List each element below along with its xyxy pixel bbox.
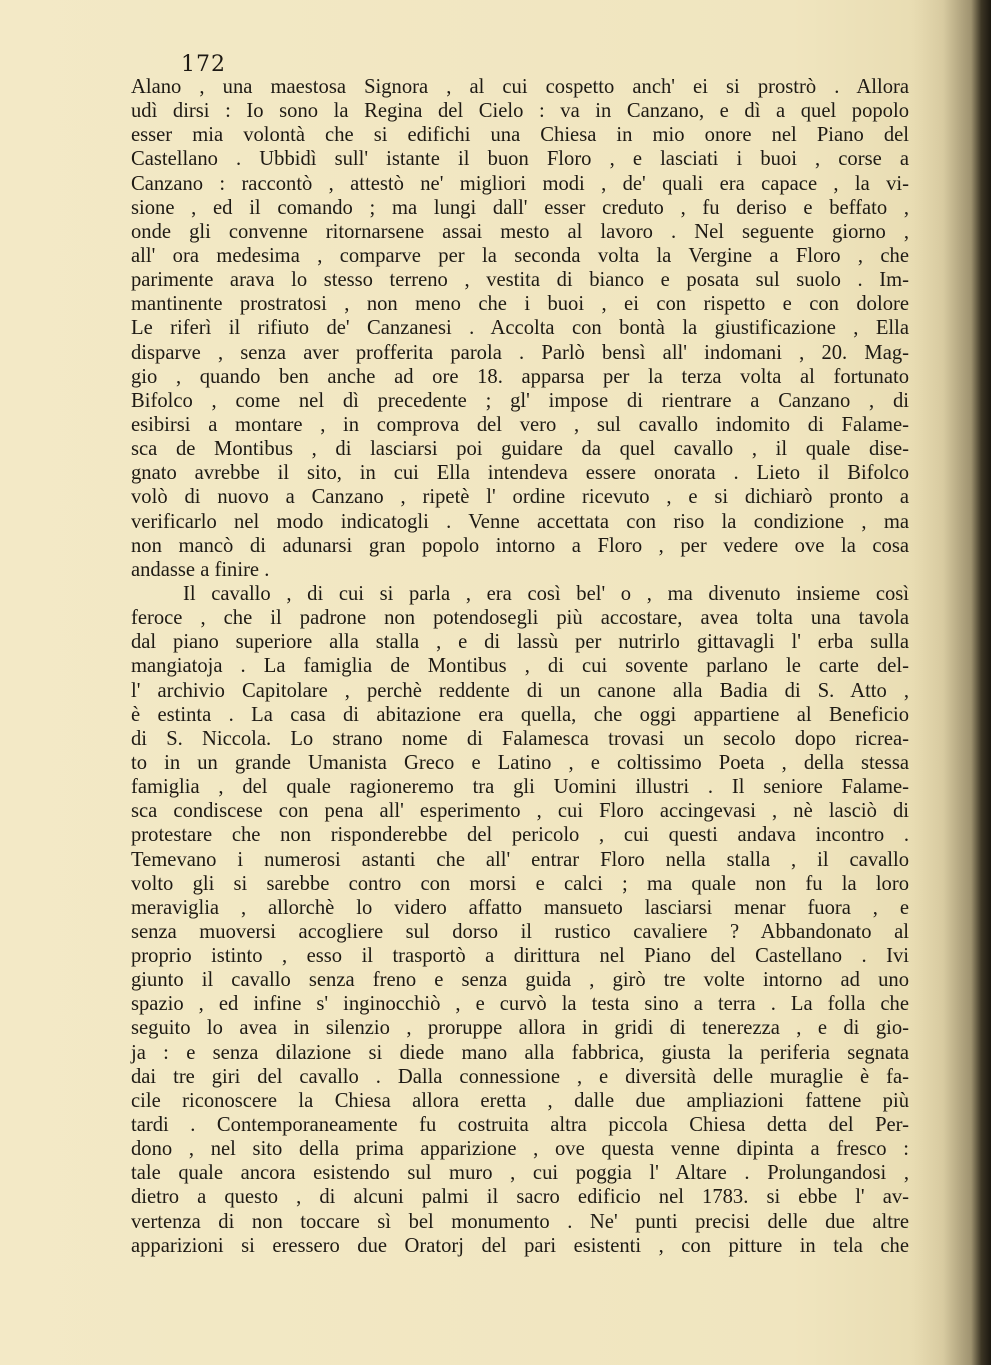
- text-line: verificarlo nel modo indicatogli . Venne accettata con riso la condizione , ma: [131, 510, 909, 533]
- text-line: onde gli convenne ritornarsene assai mesto al lavoro . Nel seguente giorno ,: [131, 220, 909, 243]
- text-line: seguito lo avea in silenzio , proruppe allora in gridi di tenerezza , e di gio-: [131, 1017, 909, 1040]
- text-line: protestare che non risponderebbe del pericolo , cui questi andava incontro .: [131, 824, 909, 847]
- text-line: tardi . Contemporaneamente fu costruita altra piccola Chiesa detta del Per-: [131, 1114, 909, 1137]
- text-line: vertenza di non toccare sì bel monumento . Ne' punti precisi delle due altre: [131, 1210, 909, 1233]
- book-spine-shadow: [911, 0, 991, 1365]
- text-line: volto gli si sarebbe contro con morsi e calci ; ma quale non fu la loro: [131, 872, 909, 895]
- text-line: mangiatoja . La famiglia de Montibus , di cui sovente parlano le carte del-: [131, 655, 909, 678]
- text-line: meraviglia , allorchè lo videro affatto mansueto lasciarsi menar fuora , e: [131, 896, 909, 919]
- text-line: di S. Niccola. Lo strano nome di Falamesca trovasi un secolo dopo ricrea-: [131, 727, 909, 750]
- text-line: esibirsi a montare , in comprova del vero , sul cavallo indomito di Falame-: [131, 413, 909, 436]
- text-line: tale quale ancora esistendo sul muro , cui poggia l' Altare . Prolungandosi ,: [131, 1162, 909, 1185]
- text-line: volò di nuovo a Canzano , ripetè l' ordine ricevuto , e si dichiarò pronto a: [131, 486, 909, 509]
- text-line: Temevano i numerosi astanti che all' entrar Floro nella stalla , il cavallo: [131, 848, 909, 871]
- text-line: andasse a finire .: [131, 558, 270, 581]
- text-line: l' archivio Capitolare , perchè reddente di un canone alla Badia di S. Atto ,: [131, 679, 909, 702]
- text-line: Castellano . Ubbidì sull' istante il buon Floro , e lasciati i buoi , corse a: [131, 148, 909, 171]
- text-line: è estinta . La casa di abitazione era quella, che oggi appartiene al Beneficio: [131, 703, 909, 726]
- text-line: esser mia volontà che si edifichi una Chiesa in mio onore nel Piano del: [131, 124, 909, 147]
- text-line: dietro a questo , di alcuni palmi il sacro edificio nel 1783. si ebbe l' av-: [131, 1186, 909, 1209]
- text-line: disparve , senza aver profferita parola . Parlò bensì all' indomani , 20. Mag-: [131, 341, 909, 364]
- text-line: sca condiscese con pena all' esperimento , cui Floro accingevasi , nè lasciò di: [131, 800, 909, 823]
- text-line: spazio , ed infine s' inginocchiò , e curvò la testa sino a terra . La folla che: [131, 993, 909, 1016]
- text-line: ja : e senza dilazione si diede mano alla fabbrica, giusta la periferia segnata: [131, 1041, 909, 1064]
- text-line: sca de Montibus , di lasciarsi poi guidare da quel cavallo , il quale dise-: [131, 438, 909, 461]
- text-line: non mancò di adunarsi gran popolo intorno a Floro , per vedere ove la cosa: [131, 534, 909, 557]
- text-line: dal piano superiore alla stalla , e di lassù per nutrirlo gittavagli l' erba sulla: [131, 631, 909, 654]
- text-line: sione , ed il comando ; ma lungi dall' esser creduto , fu deriso e beffato ,: [131, 196, 909, 219]
- text-line: feroce , che il padrone non potendosegli più accostare, avea tolta una tavola: [131, 607, 909, 630]
- text-line: gnato avrebbe il sito, in cui Ella intendeva essere onorata . Lieto il Bifolco: [131, 462, 909, 485]
- text-line: gio , quando ben anche ad ore 18. apparsa per la terza volta al fortunato: [131, 365, 909, 388]
- text-line: senza muoversi accogliere sul dorso il rustico cavaliere ? Abbandonato al: [131, 920, 909, 943]
- text-line: mantinente prostratosi , non meno che i buoi , ei con rispetto e con dolore: [131, 293, 909, 316]
- text-line: to in un grande Umanista Greco e Latino , e coltissimo Poeta , della stessa: [131, 751, 909, 774]
- text-line: parimente arava lo stesso terreno , vestita di bianco e posata sul suolo . Im-: [131, 269, 909, 292]
- text-line: famiglia , del quale ragioneremo tra gli Uomini illustri . Il seniore Falame-: [131, 776, 909, 799]
- body-text: [131, 75, 909, 1258]
- text-line: dai tre giri del cavallo . Dalla connessione , e diversità delle muraglie è fa-: [131, 1065, 909, 1088]
- text-line: apparizioni si eressero due Oratorj del pari esistenti , con pitture in tela che: [131, 1234, 909, 1257]
- text-line: Bifolco , come nel dì precedente ; gl' impose di rientrare a Canzano , di: [131, 389, 909, 412]
- text-line: Canzano : raccontò , attestò ne' migliori modi , de' quali era capace , la vi-: [131, 172, 909, 195]
- text-line: all' ora medesima , comparve per la seconda volta la Vergine a Floro , che: [131, 244, 909, 267]
- text-line: giunto il cavallo senza freno e senza guida , girò tre volte intorno ad uno: [131, 969, 909, 992]
- text-line: Le riferì il rifiuto de' Canzanesi . Accolta con bontà la giustificazione , Ella: [131, 317, 909, 340]
- page-number: 172: [181, 52, 226, 77]
- text-line: udì dirsi : Io sono la Regina del Cielo : va in Canzano, e dì a quel popolo: [131, 100, 909, 123]
- text-line: cile riconoscere la Chiesa allora eretta , dalle due ampliazioni fattene più: [131, 1089, 909, 1112]
- text-line: dono , nel sito della prima apparizione , ove questa venne dipinta a fresco :: [131, 1138, 909, 1161]
- text-line: proprio istinto , esso il trasportò a dirittura nel Piano del Castellano . Ivi: [131, 945, 909, 968]
- text-line: Alano , una maestosa Signora , al cui cospetto anch' ei si prostrò . Allora: [131, 76, 909, 98]
- text-line: Il cavallo , di cui si parla , era così bel' o , ma divenuto insieme così: [183, 582, 909, 605]
